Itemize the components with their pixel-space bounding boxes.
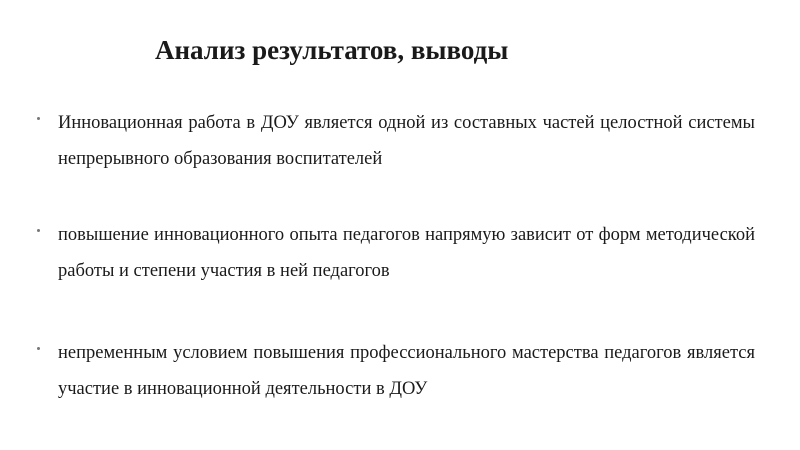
bullet-text: непременным условием повышения профессионального мастерства педагогов является участие в инновационной деятельности в ДОУ: [58, 343, 755, 399]
bullet-text: повышение инновационного опыта педагогов напрямую зависит от форм методической работы и степени участия в ней педагогов: [58, 225, 755, 281]
slide-title: Анализ результатов, выводы: [155, 35, 509, 65]
bullet-dot-icon: [37, 347, 40, 350]
bullet-dot-icon: [37, 117, 40, 120]
bullet-text: Инновационная работа в ДОУ является одной из составных частей целостной системы непрерывного образования воспитателей: [58, 113, 755, 169]
bullet-dot-icon: [37, 229, 40, 232]
